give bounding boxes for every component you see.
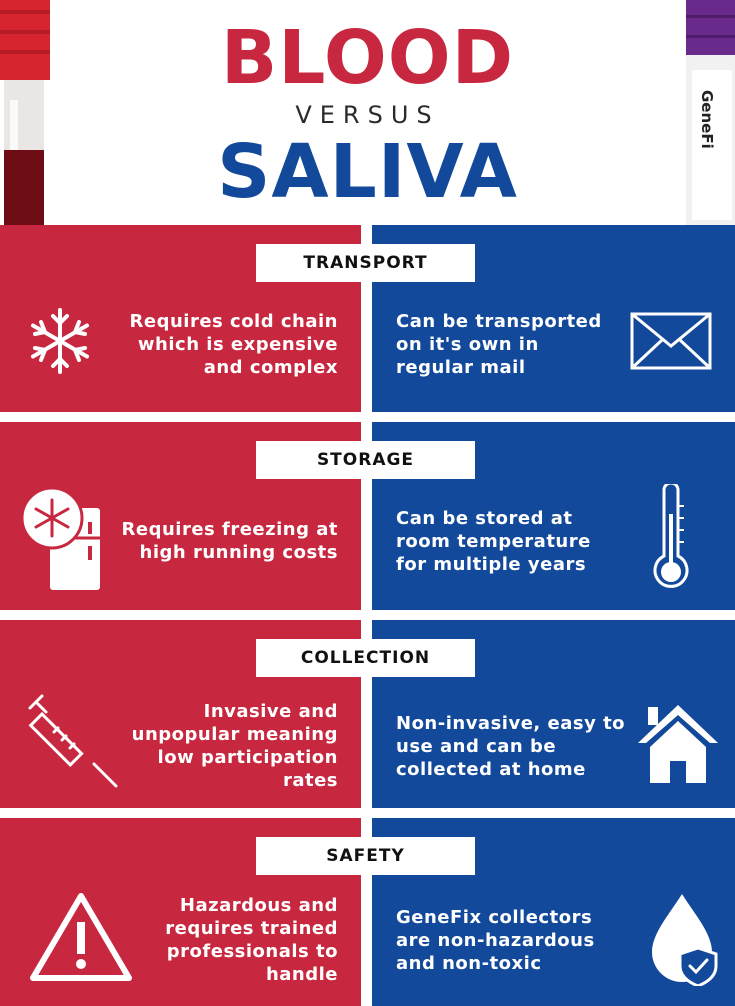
syringe-icon: [24, 694, 120, 790]
snowflake-icon: [25, 306, 95, 376]
drop-shield-icon: [644, 890, 724, 986]
transport-blood-text: Requires cold chain which is expensive and complex: [129, 311, 338, 378]
storage-blood-text: Requires freezing at high running costs: [121, 519, 338, 563]
safety-blood-text: Hazardous and requires trained professionals to handle: [165, 895, 338, 985]
safety-label: SAFETY: [256, 837, 475, 875]
title-blood: BLOOD: [220, 15, 515, 101]
collection-saliva-text: Non-invasive, easy to use and can be collected at home: [396, 713, 626, 780]
storage-label: STORAGE: [256, 441, 475, 479]
collection-blood-text: Invasive and unpopular meaning low participation rates: [131, 701, 338, 791]
transport-saliva-text: Can be transported on it's own in regular mail: [396, 311, 602, 378]
title-versus: VERSUS: [295, 101, 440, 129]
storage-saliva-text: Can be stored at room temperature for multiple years: [396, 508, 591, 575]
header: [0, 0, 735, 225]
freezer-icon: [22, 488, 104, 592]
transport-label: TRANSPORT: [256, 244, 475, 282]
house-icon: [636, 703, 720, 783]
tube-label: GeneFi: [698, 90, 716, 149]
collection-label: COLLECTION: [256, 639, 475, 677]
title-saliva: SALIVA: [217, 129, 518, 215]
envelope-icon: [630, 312, 712, 370]
safety-saliva-text: GeneFix collectors are non-hazardous and non-toxic: [396, 907, 595, 974]
thermometer-icon: [651, 484, 691, 594]
